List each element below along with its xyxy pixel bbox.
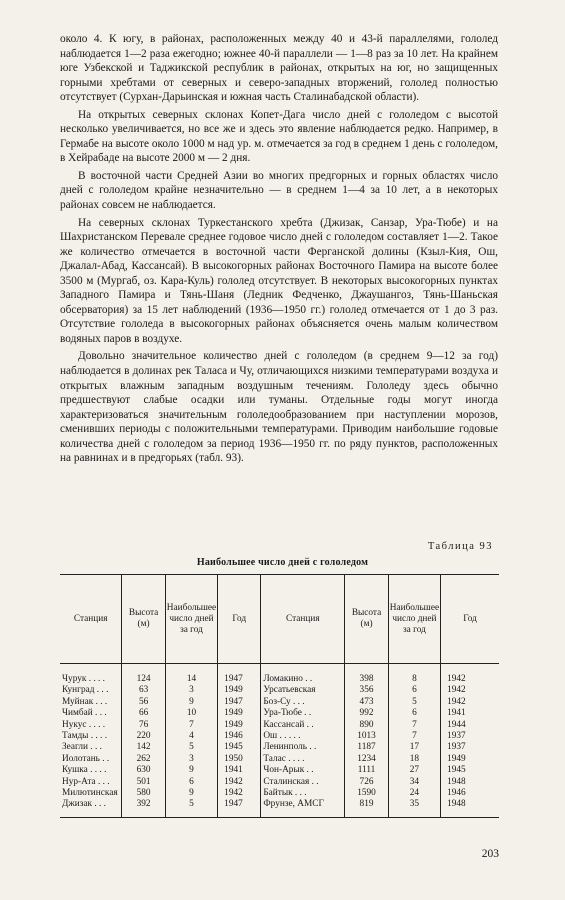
table-row	[60, 777, 499, 788]
year-cell: 1948	[441, 799, 499, 817]
altitude-cell: 76	[122, 720, 165, 731]
altitude-cell: 630	[122, 765, 165, 776]
year-cell: 1945	[218, 742, 261, 753]
max-days-cell: 18	[388, 754, 440, 765]
year-cell: 1946	[218, 731, 261, 742]
max-days-cell: 7	[388, 720, 440, 731]
station-cell: Фрунзе, АМСГ	[261, 799, 345, 817]
max-days-cell: 5	[165, 742, 217, 753]
paragraph: На открытых северных склонах Копет-Дага число дней с гололедом с высотой несколько увеличивается, но все же и здесь это явление наблюдается редко. Например, в Гермабе на высоте около 1000 м над ур. м. отмечается за год в среднем 1 день с гололедом, в Хейрабаде на высоте 2000 м — 2 дня.	[60, 108, 498, 165]
paragraph: около 4. К югу, в районах, расположенных между 40 и 43-й параллелями, гололед наблюдается 1—2 раза ежегодно; южнее 40-й параллели — 1—8 раз за 10 лет. На крайнем юге Узбекской и Таджикской республик в районах, открытых на юг, но защищенных горными хребтами от северных и северо-западных вторжений, гололед полностью отсутствует (Сурхан-Дарьинская и южная часть Сталинабадской области).	[60, 33, 498, 104]
altitude-cell: 392	[122, 799, 165, 817]
station-cell: Джизак . . .	[62, 799, 107, 810]
paragraph: На северных склонах Туркестанского хребта (Джизак, Санзар, Ура-Тюбе) и на Шахристанском Перевале среднее годовое число дней с гололедом составляет 1—2. Такое же количество отмечается в восточной части Ферганской долины (Кзыл-Кия, Ош, Джалал-Абад, Кассансай). В высокогорных районах Восточного Памира на высоте более 3500 м (Мургаб, оз. Кара-Куль) гололед отсутствует. В некоторых высокогорных пунктах Западного Памира и Тянь-Шаня (Ледник Федченко, Джаушангоз, Тянь-Шаньская обсерватория) за 15 лет наблюдений (1936—1950 гг.) гололед отмечается от 1 до 3 раз. Отсутствие гололеда в высокогорных районах объясняется очень малым количеством водяных паров в воздухе.	[60, 216, 498, 345]
altitude-cell: 66	[122, 708, 165, 719]
table-row	[60, 674, 499, 685]
altitude-cell: 992	[345, 708, 388, 719]
station-cell: Нукус . . . .	[62, 719, 106, 730]
year-cell: 1942	[441, 697, 499, 708]
altitude-cell: 1111	[345, 765, 388, 776]
altitude-cell: 580	[122, 788, 165, 799]
altitude-cell: 56	[122, 697, 165, 708]
station-cell: Чимбай . . .	[62, 708, 107, 719]
header-station: Станция	[261, 575, 345, 664]
page-number: 203	[481, 848, 499, 860]
year-cell: 1948	[441, 777, 499, 788]
max-days-cell: 4	[165, 731, 217, 742]
year-cell: 1942	[441, 674, 499, 685]
station-cell: Ленинполь . .	[261, 742, 345, 753]
year-cell: 1945	[441, 765, 499, 776]
station-cell: Ура-Тюбе . .	[261, 708, 345, 719]
header-year: Год	[218, 575, 261, 664]
max-days-cell: 35	[388, 799, 440, 817]
max-days-cell: 9	[165, 788, 217, 799]
ice-days-table	[60, 574, 499, 818]
altitude-cell: 819	[345, 799, 388, 817]
year-cell: 1949	[441, 754, 499, 765]
year-cell: 1937	[441, 731, 499, 742]
max-days-cell: 9	[165, 697, 217, 708]
station-cell: Ош . . . . .	[261, 731, 345, 742]
header-altitude: Высота (м)	[122, 575, 165, 664]
altitude-cell: 726	[345, 777, 388, 788]
table-row	[60, 685, 499, 696]
station-cell: Тамды . . . .	[62, 731, 108, 742]
station-cell: Байтык . . .	[261, 788, 345, 799]
max-days-cell: 17	[388, 742, 440, 753]
header-max-days: Наибольшее число дней за год	[388, 575, 440, 664]
table-row	[60, 765, 499, 776]
altitude-cell: 890	[345, 720, 388, 731]
max-days-cell: 7	[388, 731, 440, 742]
header-year: Год	[441, 575, 499, 664]
year-cell: 1941	[441, 708, 499, 719]
year-cell: 1949	[218, 685, 261, 696]
station-cell: Чон-Арык . .	[261, 765, 345, 776]
header-altitude: Высота (м)	[345, 575, 388, 664]
station-cell: Сталинская . .	[261, 777, 345, 788]
table-row	[60, 720, 499, 731]
paragraph: Довольно значительное количество дней с гололедом (в среднем 9—12 за год) наблюдается в долинах рек Таласа и Чу, отличающихся низкими температурами воздуха и открытых влажным западным воздушным течениям. Гололеду здесь обычно предшествуют слабые осадки или туманы. Отдельные годы могут иногда характеризоваться значительным гололедообразованием при наступлении морозов, сменивших периоды с положительными температурами. Приводим наибольшие годовые количества дней с гололедом за период 1936—1950 гг. по ряду пунктов, расположенных на равнинах и в предгорьях (табл. 93).	[60, 350, 498, 465]
max-days-cell: 34	[388, 777, 440, 788]
table-caption: Наибольшее число дней с гололедом	[196, 557, 369, 568]
station-cell: Боз-Су . . .	[261, 697, 345, 708]
max-days-cell: 3	[165, 685, 217, 696]
station-cell: Урсатьевская	[261, 685, 345, 696]
max-days-cell: 24	[388, 788, 440, 799]
station-cell: Кушка . . . .	[62, 765, 107, 776]
year-cell: 1942	[441, 685, 499, 696]
station-cell: Иолотань . .	[62, 753, 110, 764]
altitude-cell: 124	[122, 674, 165, 685]
table-row	[60, 788, 499, 799]
station-cell: Талас . . . .	[261, 754, 345, 765]
year-cell: 1947	[218, 674, 261, 685]
station-cell: Нур-Ата . . .	[62, 776, 110, 787]
table-row	[60, 708, 499, 719]
header-max-days: Наибольшее число дней за год	[165, 575, 217, 664]
max-days-cell: 10	[165, 708, 217, 719]
year-cell: 1949	[218, 720, 261, 731]
paragraph: В восточной части Средней Азии во многих предгорных и горных областях число дней с гололедом крайне незначительно — в среднем 1—4 за 10 лет, а в некоторых районах совсем не наблюдается.	[60, 169, 498, 212]
max-days-cell: 8	[388, 674, 440, 685]
header-station: Станция	[60, 575, 122, 664]
altitude-cell: 398	[345, 674, 388, 685]
altitude-cell: 356	[345, 685, 388, 696]
table-row	[60, 731, 499, 742]
table-row	[60, 697, 499, 708]
max-days-cell: 7	[165, 720, 217, 731]
year-cell: 1942	[218, 788, 261, 799]
year-cell: 1946	[441, 788, 499, 799]
year-cell: 1947	[218, 799, 261, 817]
altitude-cell: 501	[122, 777, 165, 788]
year-cell: 1942	[218, 777, 261, 788]
altitude-cell: 1590	[345, 788, 388, 799]
year-cell: 1937	[441, 742, 499, 753]
table-body	[60, 664, 499, 818]
altitude-cell: 262	[122, 754, 165, 765]
max-days-cell: 6	[388, 708, 440, 719]
table-spacer	[60, 664, 499, 675]
max-days-cell: 5	[165, 799, 217, 817]
altitude-cell: 142	[122, 742, 165, 753]
max-days-cell: 3	[165, 754, 217, 765]
year-cell: 1949	[218, 708, 261, 719]
year-cell: 1941	[218, 765, 261, 776]
station-cell: Чурук . . . .	[62, 674, 105, 684]
station-cell: Зеагли . . .	[62, 742, 102, 753]
table-row	[60, 799, 499, 817]
body-text	[60, 32, 498, 469]
max-days-cell: 14	[165, 674, 217, 685]
year-cell: 1947	[218, 697, 261, 708]
max-days-cell: 6	[165, 777, 217, 788]
table-row	[60, 742, 499, 753]
station-cell: Муйнак . . .	[62, 696, 108, 707]
station-cell: Кунград . . .	[62, 685, 109, 696]
station-cell: Милютинская	[62, 788, 118, 799]
year-cell: 1950	[218, 754, 261, 765]
station-cell: Ломакино . .	[261, 674, 345, 685]
altitude-cell: 220	[122, 731, 165, 742]
max-days-cell: 9	[165, 765, 217, 776]
table-number: Таблица 93	[427, 541, 493, 552]
table-header-row	[60, 575, 499, 664]
max-days-cell: 6	[388, 685, 440, 696]
altitude-cell: 1187	[345, 742, 388, 753]
altitude-cell: 1013	[345, 731, 388, 742]
max-days-cell: 27	[388, 765, 440, 776]
altitude-cell: 1234	[345, 754, 388, 765]
table-row	[60, 754, 499, 765]
altitude-cell: 63	[122, 685, 165, 696]
altitude-cell: 473	[345, 697, 388, 708]
max-days-cell: 5	[388, 697, 440, 708]
station-cell: Кассансай . .	[261, 720, 345, 731]
year-cell: 1944	[441, 720, 499, 731]
